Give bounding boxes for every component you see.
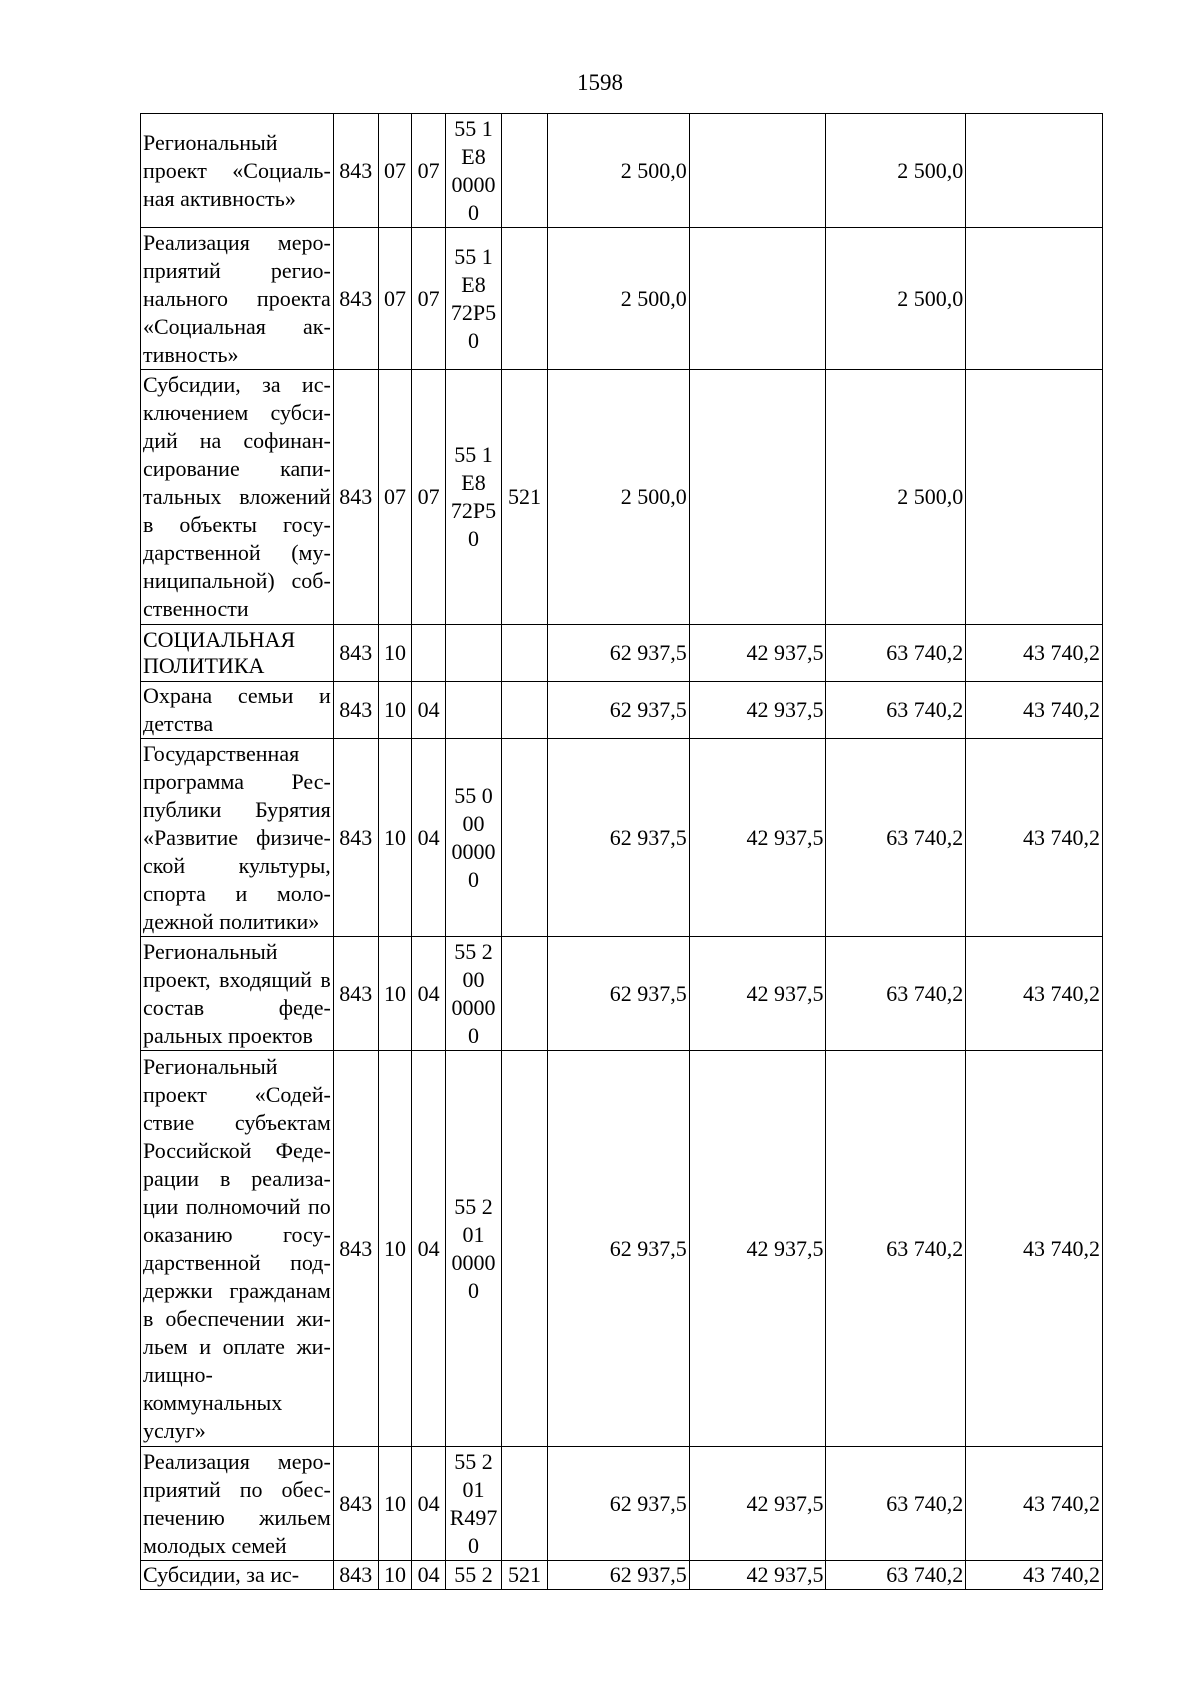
target-article-text: 55 2 00 0000 0 — [451, 938, 496, 1048]
budget-table — [140, 113, 1103, 1590]
subsection-code: 07 — [412, 370, 446, 625]
expense-type-code — [502, 228, 548, 370]
item-name: Региональный проект, входящий в состав феде-ральных проектов — [141, 937, 334, 1051]
amount-col-3: 63 740,2 — [826, 625, 966, 682]
table-row — [141, 682, 1103, 739]
expense-type-code — [502, 625, 548, 682]
item-name: Региональный проект «Социаль-ная активность» — [141, 114, 334, 228]
expense-type-code: 521 — [502, 370, 548, 625]
expense-type-code: 521 — [502, 1561, 548, 1590]
amount-col-1: 62 937,5 — [547, 682, 689, 739]
amount-col-3: 2 500,0 — [826, 114, 966, 228]
table-row — [141, 228, 1103, 370]
amount-col-4: 43 740,2 — [966, 1447, 1103, 1561]
expense-type-code — [502, 682, 548, 739]
item-name: СОЦИАЛЬНАЯ ПОЛИТИКА — [141, 625, 334, 682]
amount-col-3: 2 500,0 — [826, 228, 966, 370]
expense-type-code — [502, 739, 548, 937]
subsection-code: 04 — [412, 739, 446, 937]
target-article-text: 55 1 E8 72P5 0 — [450, 243, 497, 353]
amount-col-3: 63 740,2 — [826, 682, 966, 739]
amount-col-4: 43 740,2 — [966, 682, 1103, 739]
amount-col-4 — [966, 370, 1103, 625]
amount-col-4 — [966, 228, 1103, 370]
section-code: 07 — [378, 370, 412, 625]
amount-col-2 — [689, 114, 826, 228]
target-article-text: 55 1 E8 72P5 0 — [450, 442, 497, 551]
amount-col-1: 62 937,5 — [547, 937, 689, 1051]
subsection-code: 04 — [412, 937, 446, 1051]
expense-type-code — [502, 1051, 548, 1447]
ministry-code: 843 — [333, 114, 378, 228]
amount-col-3: 63 740,2 — [826, 1051, 966, 1447]
amount-col-1: 62 937,5 — [547, 625, 689, 682]
ministry-code: 843 — [333, 937, 378, 1051]
amount-col-1: 62 937,5 — [547, 1561, 689, 1590]
item-name: Субсидии, за ис-ключением субси-дий на софинан-сирование капи-тальных вложений в объекты госу-дарственной (му-ниципальной) соб-ственности — [141, 370, 334, 625]
amount-col-4: 43 740,2 — [966, 739, 1103, 937]
target-article-code — [445, 682, 501, 739]
amount-col-2: 42 937,5 — [689, 682, 826, 739]
amount-col-1: 2 500,0 — [547, 370, 689, 625]
amount-col-2: 42 937,5 — [689, 739, 826, 937]
section-code: 10 — [378, 1447, 412, 1561]
target-article-text: 55 2 — [454, 1562, 493, 1587]
amount-col-2: 42 937,5 — [689, 1447, 826, 1561]
page-number: 1598 — [577, 70, 623, 95]
expense-type-code — [502, 937, 548, 1051]
table-row — [141, 739, 1103, 937]
ministry-code: 843 — [333, 370, 378, 625]
amount-col-4: 43 740,2 — [966, 1051, 1103, 1447]
target-article-text: 55 0 00 0000 0 — [451, 782, 496, 892]
item-name: Субсидии, за ис- — [141, 1561, 334, 1590]
ministry-code: 843 — [333, 625, 378, 682]
amount-col-4 — [966, 114, 1103, 228]
section-code: 10 — [378, 682, 412, 739]
expense-type-code — [502, 1447, 548, 1561]
section-code: 07 — [378, 114, 412, 228]
target-article-code — [445, 370, 501, 625]
amount-col-1: 2 500,0 — [547, 228, 689, 370]
table-row — [141, 625, 1103, 682]
ministry-code: 843 — [333, 1051, 378, 1447]
amount-col-2: 42 937,5 — [689, 937, 826, 1051]
ministry-code: 843 — [333, 1447, 378, 1561]
amount-col-2 — [689, 228, 826, 370]
section-code: 10 — [378, 1051, 412, 1447]
amount-col-1: 62 937,5 — [547, 739, 689, 937]
target-article-code — [445, 1561, 501, 1590]
amount-col-3: 2 500,0 — [826, 370, 966, 625]
item-name: Государственная программа Рес-публики Бурятия «Развитие физиче-ской культуры, спорта и моло-дежной политики» — [141, 739, 334, 937]
section-code: 10 — [378, 739, 412, 937]
subsection-code: 07 — [412, 114, 446, 228]
item-name: Региональный проект «Содей-ствие субъектам Российской Феде-рации в реализа-ции полномочий по оказанию госу-дарственной под-держки гражданам в обеспечении жи-льем и оплате жи-лищно-коммунальных услуг» — [141, 1051, 334, 1447]
amount-col-1: 62 937,5 — [547, 1051, 689, 1447]
item-name: Реализация меро-приятий регио-нального проекта «Социальная ак-тивность» — [141, 228, 334, 370]
ministry-code: 843 — [333, 739, 378, 937]
subsection-code: 04 — [412, 1561, 446, 1590]
target-article-code — [445, 1051, 501, 1447]
amount-col-3: 63 740,2 — [826, 1447, 966, 1561]
amount-col-1: 2 500,0 — [547, 114, 689, 228]
amount-col-2: 42 937,5 — [689, 1561, 826, 1590]
amount-col-2: 42 937,5 — [689, 625, 826, 682]
item-name: Охрана семьи и детства — [141, 682, 334, 739]
subsection-code: 04 — [412, 682, 446, 739]
table-row — [141, 937, 1103, 1051]
target-article-code — [445, 739, 501, 937]
amount-col-4: 43 740,2 — [966, 625, 1103, 682]
amount-col-3: 63 740,2 — [826, 937, 966, 1051]
ministry-code: 843 — [333, 228, 378, 370]
amount-col-4: 43 740,2 — [966, 1561, 1103, 1590]
ministry-code: 843 — [333, 1561, 378, 1590]
target-article-code — [445, 1447, 501, 1561]
amount-col-3: 63 740,2 — [826, 1561, 966, 1590]
target-article-text: 55 1 E8 0000 0 — [451, 115, 496, 225]
subsection-code — [412, 625, 446, 682]
subsection-code: 04 — [412, 1051, 446, 1447]
table-row — [141, 370, 1103, 625]
item-name: Реализация меро-приятий по обес-печению жильем молодых семей — [141, 1447, 334, 1561]
target-article-text: 55 2 01 R497 0 — [449, 1448, 498, 1558]
expense-type-code — [502, 114, 548, 228]
subsection-code: 04 — [412, 1447, 446, 1561]
target-article-code — [445, 228, 501, 370]
table-row — [141, 114, 1103, 228]
ministry-code: 843 — [333, 682, 378, 739]
section-code: 07 — [378, 228, 412, 370]
target-article-code — [445, 937, 501, 1051]
amount-col-2: 42 937,5 — [689, 1051, 826, 1447]
amount-col-2 — [689, 370, 826, 625]
target-article-code — [445, 625, 501, 682]
table-row — [141, 1051, 1103, 1447]
target-article-code — [445, 114, 501, 228]
section-code: 10 — [378, 1561, 412, 1590]
amount-col-4: 43 740,2 — [966, 937, 1103, 1051]
amount-col-1: 62 937,5 — [547, 1447, 689, 1561]
subsection-code: 07 — [412, 228, 446, 370]
table-row — [141, 1447, 1103, 1561]
amount-col-3: 63 740,2 — [826, 739, 966, 937]
target-article-text: 55 2 01 0000 0 — [451, 1193, 496, 1303]
section-code: 10 — [378, 937, 412, 1051]
table-row — [141, 1561, 1103, 1590]
section-code: 10 — [378, 625, 412, 682]
